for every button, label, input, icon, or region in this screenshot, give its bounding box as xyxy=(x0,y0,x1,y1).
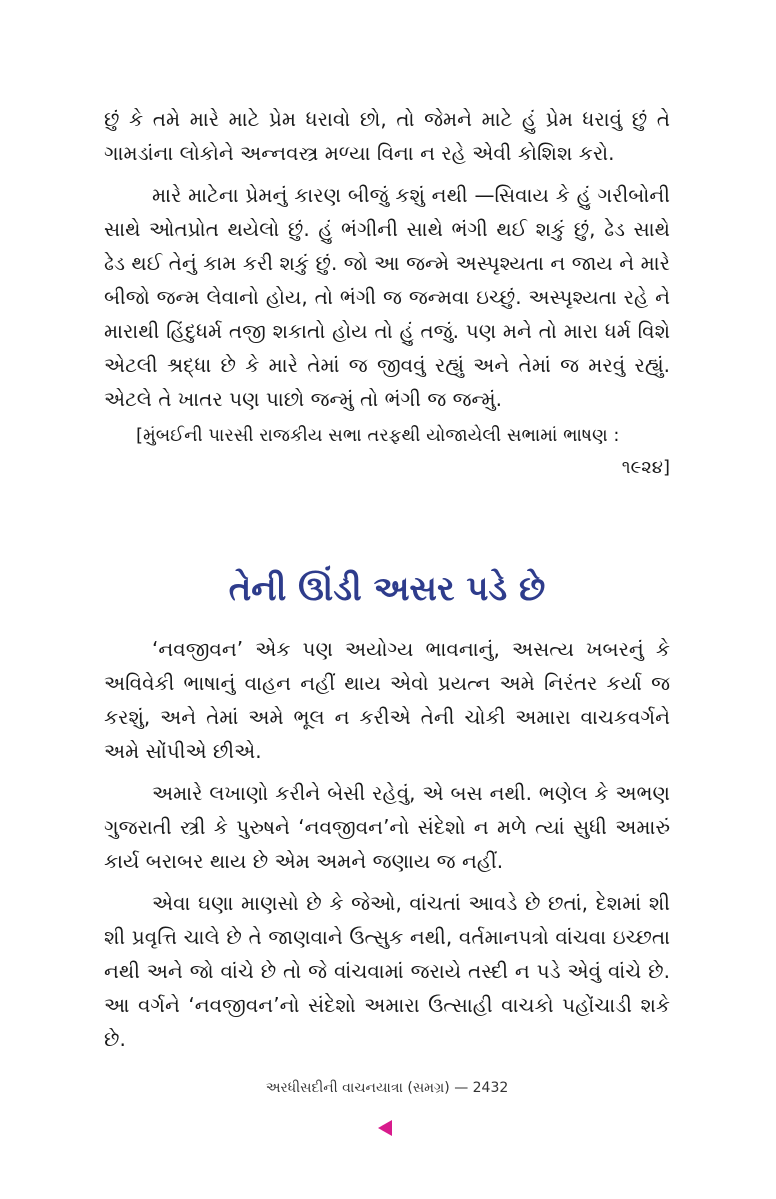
triangle-left-icon[interactable] xyxy=(378,1120,392,1136)
section-title: તેની ઊંડી અસર પડે છે xyxy=(228,569,546,609)
paragraph: ‘નવજીવન’ એક પણ અયોગ્ય ભાવનાનું, અસત્ય ખબરનું કે અવિવેકી ભાષાનું વાહન નહીં થાય એવો પ્રયત્ન અમે નિરંતર કર્યા જ કરશું, અને તેમાં અમે ભૂલ ન કરીએ તેની ચોકી અમારા વાચકવર્ગને અમે સોંપીએ છીએ. xyxy=(104,637,670,763)
paragraph: અમારે લખાણો કરીને બેસી રહેવું, એ બસ નથી. ભણેલ કે અભણ ગુજરાતી સ્ત્રી કે પુરુષને ‘નવજીવન’નો સંદેશો ન મળે ત્યાં સુધી અમારું કાર્ય બરાબર થાય છે એમ અમને જણાય જ નહીં. xyxy=(104,781,670,873)
section-1 xyxy=(104,102,670,484)
book-title: અરધીસદીની વાચનયાત્રા (સમગ્ર) xyxy=(265,1080,450,1096)
page-footer xyxy=(104,1080,670,1096)
section-2 xyxy=(104,632,670,1056)
footer-separator: — xyxy=(454,1080,469,1096)
source-note xyxy=(104,420,670,484)
page-number: 2432 xyxy=(472,1080,509,1096)
source-note-text: [મુંબઈની પારસી રાજકીય સભા તરફથી યોજાયેલી સભામાં ભાષણ : xyxy=(136,425,620,446)
paragraph: એવા ઘણા માણસો છે કે જેઓ, વાંચતાં આવડે છે છતાં, દેશમાં શી શી પ્રવૃત્તિ ચાલે છે તે જાણવાને ઉત્સુક નથી, વર્તમાનપત્રો વાંચવા ઇચ્છતા નથી અને જો વાંચે છે તો જે વાંચવામાં જરાયે તસ્દી ન પડે એવું વાંચે છે. આ વર્ગને ‘નવજીવન’નો સંદેશો અમારા ઉત્સાહી વાચકો પહોંચાડી શકે છે. xyxy=(104,891,670,1051)
paragraph: છું કે તમે મારે માટે પ્રેમ ધરાવો છો, તો જેમને માટે હું પ્રેમ ધરાવું છું તે ગામડાંના લોકોને અન્નવસ્ત્ર મળ્યા વિના ન રહે એવી કોશિશ કરો. xyxy=(104,107,670,165)
source-note-year: ૧૯૨૪] xyxy=(621,457,670,478)
paragraph: મારે માટેના પ્રેમનું કારણ બીજું કશું નથી —સિવાય કે હું ગરીબોની સાથે ઓતપ્રોત થયેલો છું. હું ભંગીની સાથે ભંગી થઈ શકું છું, ઢેડ સાથે ઢેડ થઈ તેનું કામ કરી શકું છું. જો આ જન્મે અસ્પૃશ્યતા ન જાય ને મારે બીજો જન્મ લેવાનો હોય, તો ભંગી જ જન્મવા ઇચ્છું. અસ્પૃશ્યતા રહે ને મારાથી હિંદુધર્મ તજી શકાતો હોય તો હું તજું. પણ મને તો મારા ધર્મ વિશે એટલી શ્રદ્ધા છે કે મારે તેમાં જ જીવવું રહ્યું અને તેમાં જ મરવું રહ્યું. એટલે તે ખાતર પણ પાછો જન્મું તો ભંગી જ જન્મું. xyxy=(104,183,670,411)
